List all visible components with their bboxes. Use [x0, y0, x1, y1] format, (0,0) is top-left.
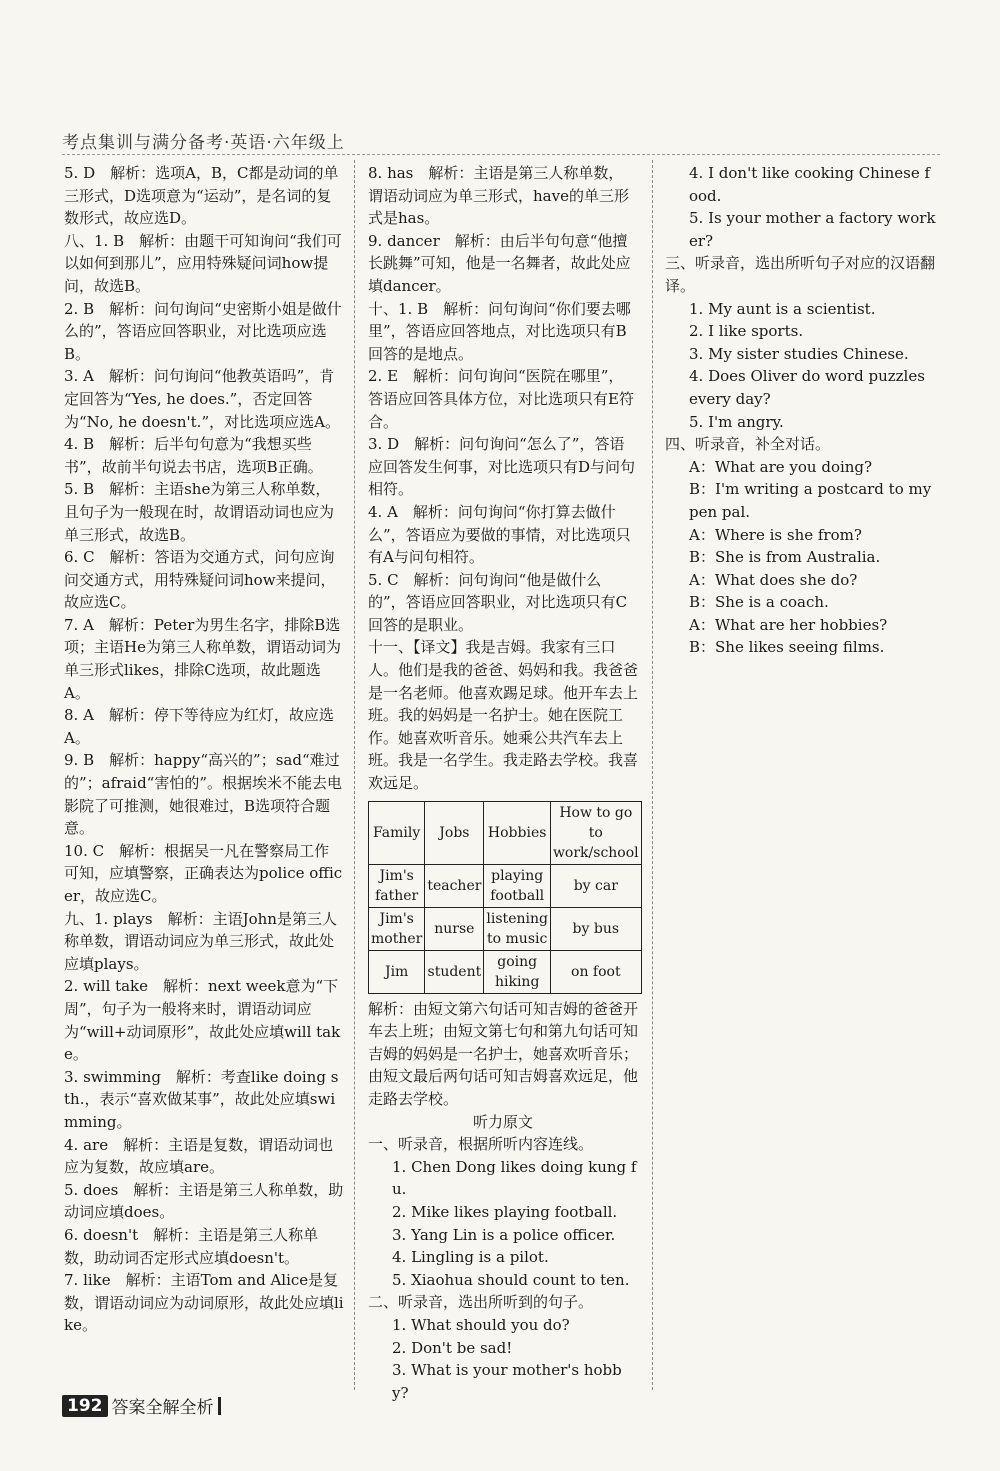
dialogue-line: B：She is from Australia. — [689, 548, 881, 567]
listening-section-heading: 三、听录音，选出所听句子对应的汉语翻译。 — [665, 254, 936, 295]
table-cell: Jim — [369, 950, 425, 993]
answer-item: 3. D 解析：问句询问“怎么了”，答语应回答发生何事，对比选项只有D与问句相符。 — [368, 435, 636, 499]
answer-item: 8. A 解析：停下等待应为红灯，故应选A。 — [64, 706, 334, 747]
footer-title: 答案全解全析 — [111, 1398, 214, 1418]
dialogue-line: A：What does she do? — [689, 570, 858, 589]
table-cell: on foot — [550, 950, 641, 993]
page-number: 192 — [62, 1395, 108, 1417]
table-cell: listening to music — [484, 907, 551, 950]
table-cell: playing football — [484, 864, 551, 907]
answer-item: 6. C 解析：答语为交通方式，问句应询问交通方式，用特殊疑问词how来提问，故应选C。 — [64, 548, 336, 612]
dialogue-line: B：She is a coach. — [689, 593, 829, 612]
page-footer — [62, 1393, 221, 1418]
dialogue-line: A：Where is she from? — [689, 525, 862, 544]
answer-item: 2. B 解析：问句询问“史密斯小姐是做什么的”，答语应回答职业，对比选项应选B。 — [64, 299, 342, 363]
answer-item: 7. A 解析：Peter为男生名字，排除B选项；主语He为第三人称单数，谓语动词为单三形式likes，排除C选项，故此题选A。 — [64, 615, 341, 702]
table-header: How to go to work/school — [550, 801, 641, 864]
listening-section-heading: 一、听录音，根据所听内容连线。 — [368, 1135, 594, 1154]
listening-line: 5. I'm angry. — [689, 412, 784, 431]
answer-item: 3. swimming 解析：考查like doing sth.，表示“喜欢做某事”，故此处应填swimming。 — [64, 1067, 339, 1131]
translation-paragraph: 十一、【译文】我是吉姆。我家有三口人。他们是我的爸爸、妈妈和我。我爸爸是一名老师。他喜欢踢足球。他开车去上班。我的妈妈是一名护士。她在医院工作。她喜欢听音乐。她乘公共汽车去上班。我是一名学生。我走路去学校。我喜欢远足。 — [368, 638, 639, 793]
listening-line: 4. I don't like cooking Chinese food. — [689, 164, 931, 205]
listening-line: 4. Does Oliver do word puzzles every day? — [689, 367, 925, 408]
listening-line: 2. I like sports. — [689, 322, 804, 341]
table-header-row — [369, 801, 642, 864]
answer-item: 解析：由短文第六句话可知吉姆的爸爸开车去上班；由短文第七句和第九句话可知吉姆的妈妈是一名护士，她喜欢听音乐；由短文最后两句话可知吉姆喜欢远足，他走路去学校。 — [368, 999, 639, 1108]
dialogue-line: B：She likes seeing films. — [689, 638, 885, 657]
answer-item: 5. B 解析：主语she为第三人称单数，且句子为一般现在时，故谓语动词也应为单三形式，故选B。 — [64, 480, 335, 544]
listening-line: 2. Mike likes playing football. — [392, 1202, 618, 1221]
answer-item: 九、1. plays 解析：主语John是第三人称单数，谓语动词应为单三形式，故此处应填plays。 — [64, 909, 337, 973]
listening-line: 3. What is your mother's hobby? — [392, 1361, 622, 1402]
answer-item: 10. C 解析：根据吴一凡在警察局工作可知，应填警察，正确表达为police officer，故应选C。 — [64, 841, 343, 905]
table-row — [369, 950, 642, 993]
listening-line: 5. Xiaohua should count to ten. — [392, 1270, 630, 1289]
table-row — [369, 864, 642, 907]
table-header: Family — [369, 801, 425, 864]
dialogue-line: A：What are you doing? — [689, 457, 873, 476]
family-table — [368, 801, 642, 994]
answer-item: 4. B 解析：后半句句意为“我想买些书”，故前半句说去书店，选项B正确。 — [64, 435, 323, 476]
answer-item: 5. C 解析：问句询问“他是做什么的”，答语应回答职业，对比选项只有C回答的是职业。 — [368, 570, 628, 634]
column-divider — [354, 160, 355, 1390]
table-row — [369, 907, 642, 950]
answer-item: 4. A 解析：问句询问“你打算去做什么”，答语应为要做的事情，对比选项只有A与问句相符。 — [368, 502, 631, 567]
answer-item: 9. B 解析：happy“高兴的”；sad“难过的”；afraid“害怕的”。根据埃米不能去电影院了可推测，她很难过，B选项符合题意。 — [64, 751, 343, 838]
answer-item: 2. E 解析：问句询问“医院在哪里”，答语应回答具体方位，对比选项只有E符合。 — [368, 367, 634, 431]
table-cell: by bus — [550, 907, 641, 950]
answer-item: 5. does 解析：主语是第三人称单数，助动词应填does。 — [64, 1180, 344, 1222]
answer-item: 4. are 解析：主语是复数，谓语动词也应为复数，故应填are。 — [64, 1135, 334, 1177]
table-cell: student — [425, 950, 484, 993]
header-rule — [62, 154, 940, 155]
answer-item: 3. A 解析：问句询问“他教英语吗”，肯定回答为“Yes, he does.”，否定回答为“No, he doesn't.”，对比选项应选A。 — [64, 367, 340, 431]
column-divider — [652, 160, 653, 1390]
table-header: Hobbies — [484, 801, 551, 864]
table-cell: Jim's father — [369, 864, 425, 907]
listening-line: 3. Yang Lin is a police officer. — [392, 1225, 616, 1244]
listening-line: 1. What should you do? — [392, 1315, 570, 1334]
dialogue-line: A：What are her hobbies? — [689, 615, 888, 634]
answer-item: 7. like 解析：主语Tom and Alice是复数，谓语动词应为动词原形，故此处应填like。 — [64, 1271, 344, 1335]
listening-section-heading: 四、听录音，补全对话。 — [665, 435, 831, 454]
table-header: Jobs — [425, 801, 484, 864]
answer-item: 8. has 解析：主语是第三人称单数，谓语动词应为单三形式，have的单三形式是has。 — [368, 164, 629, 228]
table-cell: teacher — [425, 864, 484, 907]
footer-bar — [218, 1397, 221, 1415]
answer-item: 6. doesn't 解析：主语是第三人称单数，助动词否定形式应填doesn't。 — [64, 1225, 319, 1267]
column-3 — [665, 162, 937, 659]
table-cell: by car — [550, 864, 641, 907]
answer-item: 十、1. B 解析：问句询问“你们要去哪里”，答语应回答地点，对比选项只有B回答的是地点。 — [368, 299, 631, 363]
column-2 — [368, 162, 638, 1404]
column-1 — [64, 162, 344, 1337]
answer-item: 2. will take 解析：next week意为“下周”，句子为一般将来时，谓语动词应为“will+动词原形”，故此处应填will take。 — [64, 977, 341, 1064]
listening-line: 1. Chen Dong likes doing kung fu. — [392, 1157, 637, 1199]
listening-line: 4. Lingling is a pilot. — [392, 1248, 549, 1267]
table-cell: going hiking — [484, 950, 551, 993]
page-header: 考点集训与满分备考·英语·六年级上 — [62, 133, 345, 153]
table-cell: nurse — [425, 907, 484, 950]
listening-line: 3. My sister studies Chinese. — [689, 344, 909, 363]
table-cell: Jim's mother — [369, 907, 425, 950]
listening-line: 5. Is your mother a factory worker? — [689, 209, 936, 250]
answer-item: 5. D 解析：选项A，B，C都是动词的单三形式，D选项意为“运动”，是名词的复数形式，故应选D。 — [64, 164, 339, 228]
answer-item: 八、1. B 解析：由题干可知询问“我们可以如何到那儿”，应用特殊疑问词how提问，故选B。 — [64, 231, 342, 295]
answer-item: 9. dancer 解析：由后半句句意“他擅长跳舞”可知，他是一名舞者，故此处应填dancer。 — [368, 231, 631, 295]
listening-line: 1. My aunt is a scientist. — [689, 299, 876, 318]
listening-line: 2. Don't be sad! — [392, 1338, 513, 1357]
listening-section-heading: 二、听录音，选出所听到的句子。 — [368, 1293, 594, 1312]
listening-title: 听力原文 — [472, 1112, 533, 1131]
dialogue-line: B：I'm writing a postcard to my pen pal. — [689, 480, 932, 521]
